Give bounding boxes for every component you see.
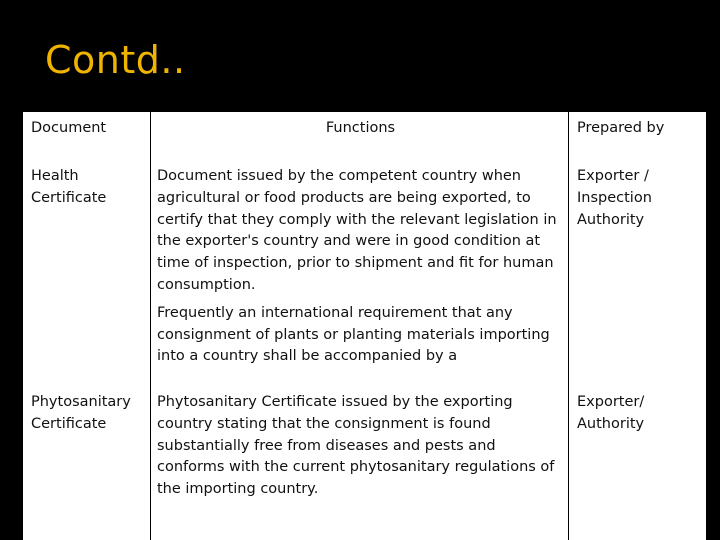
functions-paragraph: Phytosanitary Certificate issued by the exporting country stating that the consignment is found substantially free from diseases and pests and conforms with the current phytosanitary regulations of the importing country.	[157, 394, 555, 498]
table-row	[23, 382, 707, 540]
title-bar	[0, 0, 720, 110]
functions-paragraph: Frequently an international requirement that any consignment of plants or planting materials importing into a country shall be accompanied by a	[157, 304, 550, 365]
cell-document: Health Certificate	[23, 158, 151, 382]
header-prepared-by: Prepared by	[569, 112, 707, 158]
documents-table	[22, 112, 706, 540]
cell-prepared-by: Exporter / Inspection Authority	[569, 158, 707, 382]
header-functions: Functions	[151, 112, 569, 158]
cell-document: Phytosanitary Certificate	[23, 382, 151, 540]
table-header-row	[23, 112, 707, 158]
cell-prepared-by: Exporter/ Authority	[569, 382, 707, 540]
cell-functions	[151, 158, 569, 382]
functions-paragraph: Document issued by the competent country when agricultural or food products are being exported, to certify that they comply with the relevant legislation in the exporter's country and were in good condition at time of inspection, prior to shipment and fit for human consumption.	[157, 168, 557, 293]
slide-title: Contd..	[45, 38, 186, 82]
header-document: Document	[23, 112, 151, 158]
cell-functions	[151, 382, 569, 540]
table-row	[23, 158, 707, 382]
